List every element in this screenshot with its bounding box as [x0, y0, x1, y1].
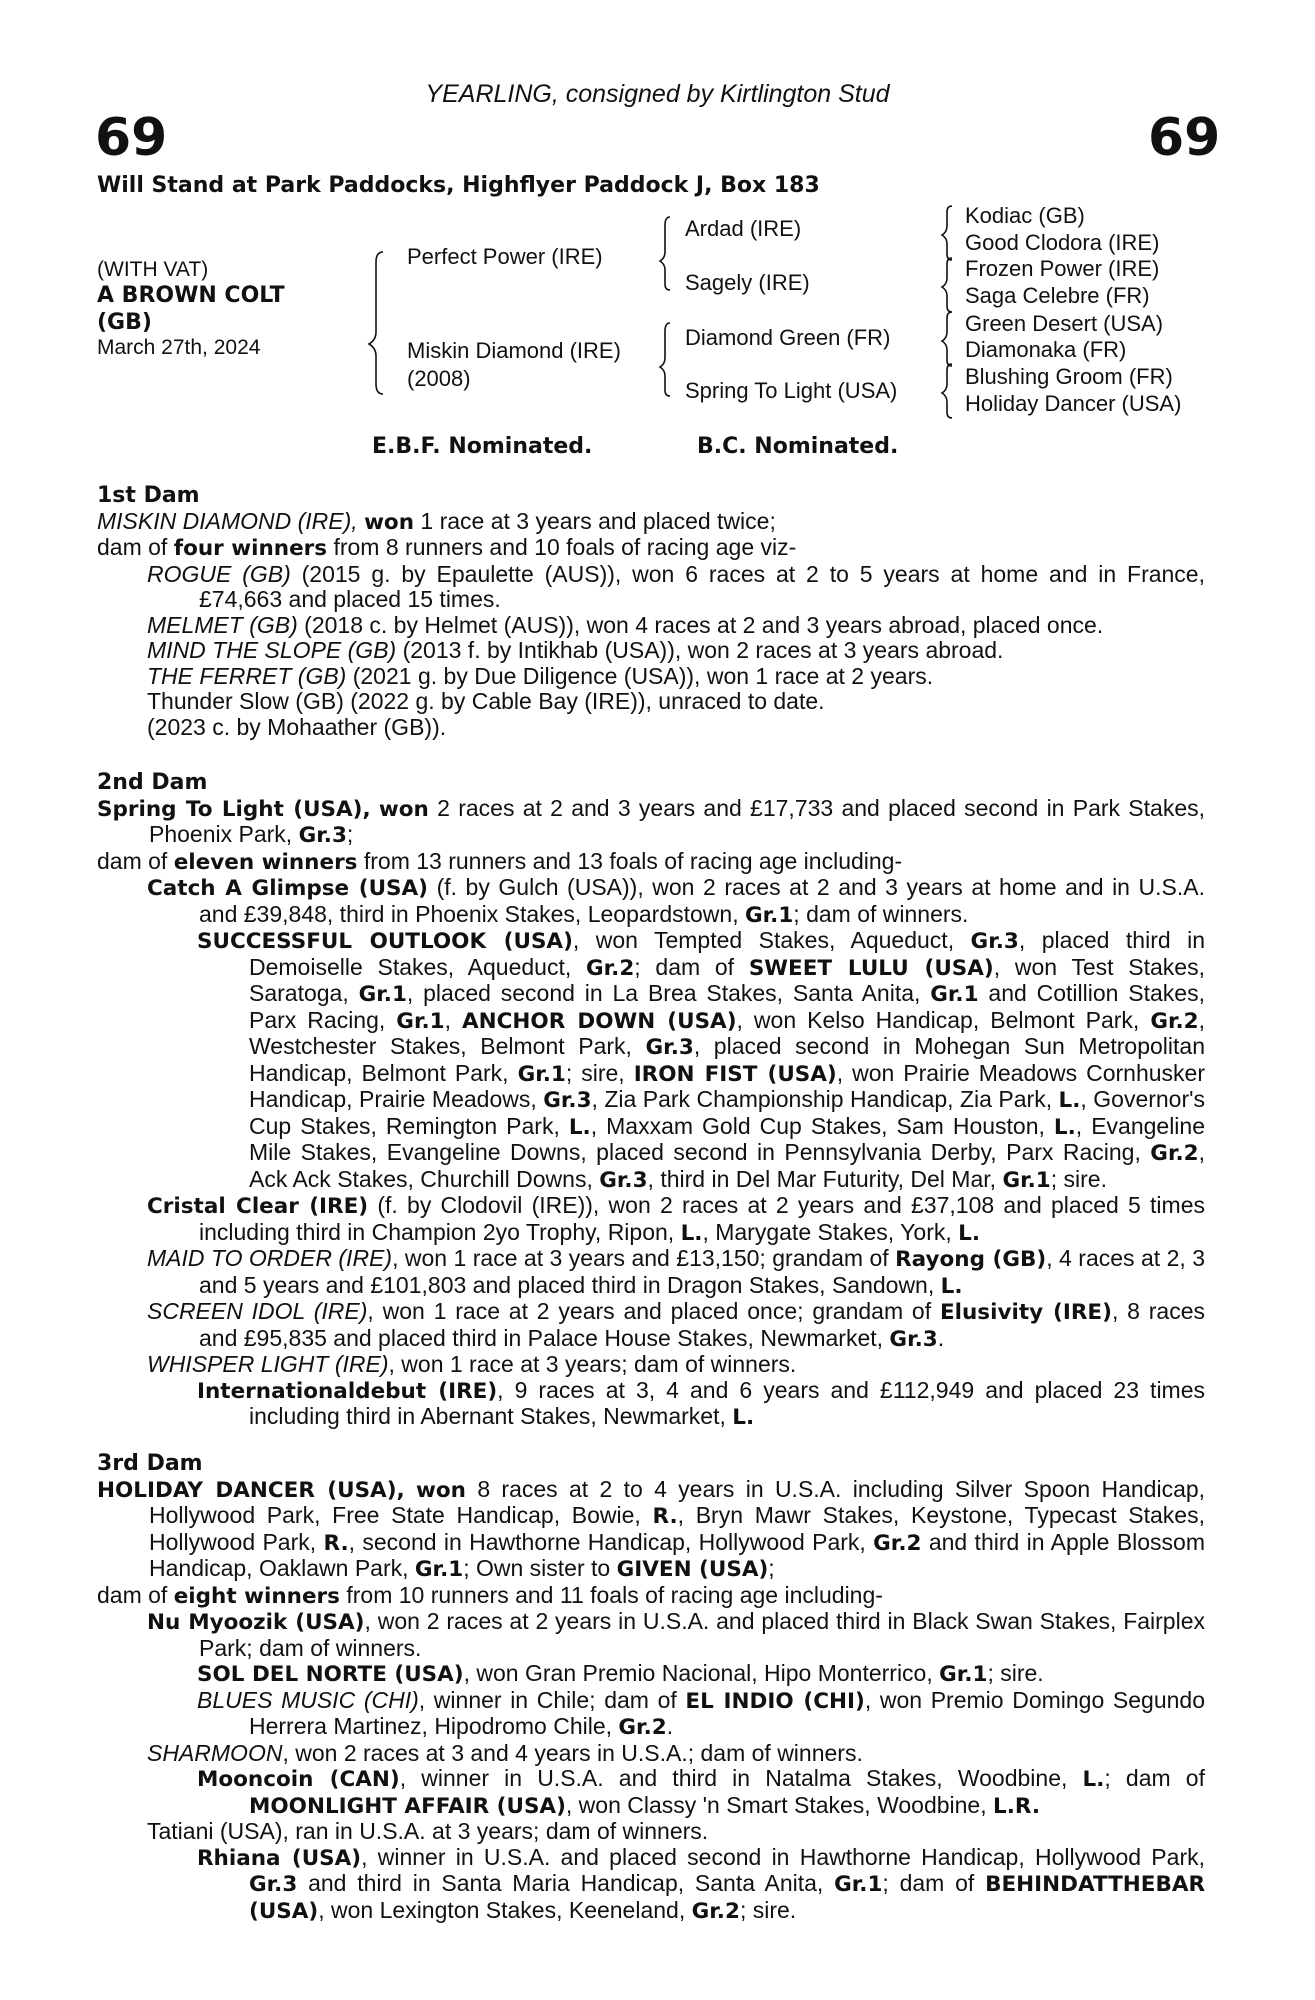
produce-text: ; sire.: [739, 1896, 797, 1923]
first-dam-record-text: 1 race at 3 years and placed twice;: [420, 507, 776, 534]
pedigree-g8: Holiday Dancer (USA): [965, 391, 1182, 416]
second-dam-summary-a: dam of: [97, 847, 168, 874]
produce-name: MAID TO ORDER (IRE): [147, 1245, 393, 1271]
third-dam-won: won: [416, 1477, 466, 1503]
produce-name: ANCHOR DOWN (USA): [462, 1008, 737, 1034]
produce-name: SUCCESSFUL OUTLOOK (USA): [197, 929, 573, 954]
produce-entry: [97, 613, 1205, 639]
produce-text: , Maxxam Gold Cup Stakes, Sam Houston,: [590, 1112, 1045, 1139]
third-dam-summary-c: from 10 runners and 11 foals of racing age including-: [346, 1581, 883, 1608]
pedigree-g7: Blushing Groom (FR): [965, 364, 1173, 389]
produce-text: , won 2 races at 3 and 4 years in U.S.A.; dam of winners.: [282, 1739, 863, 1766]
listed-label: L.: [568, 1114, 591, 1140]
punct: ;: [768, 1555, 775, 1581]
listed-label: L.: [1053, 1114, 1076, 1140]
second-dam-winners-count: eleven winners: [173, 849, 358, 875]
produce-text: , 4 races at 2, 3 and 5 years and £101,803 and placed third in Dragon Stakes, Sandown,: [199, 1245, 1205, 1298]
produce-text: , won 2 races at 2 years in U.S.A. and placed third in Black Swan Stakes, Fairplex Park; dam of winners.: [199, 1608, 1206, 1661]
produce-entry: Thunder Slow (GB) (2022 g. by Cable Bay (IRE)), unraced to date.: [147, 688, 825, 714]
first-dam-summary-c: from 8 runners and 10 foals of racing age viz-: [333, 534, 797, 560]
punct: ,: [444, 1006, 451, 1033]
grade-label: Gr.3: [249, 1872, 298, 1897]
grade-label: Gr.3: [298, 823, 347, 848]
pedigree-g2: Good Clodora (IRE): [965, 230, 1160, 255]
produce-name: Catch A Glimpse (USA): [147, 876, 428, 901]
third-dam-record-text: ; Own sister to: [463, 1555, 611, 1581]
produce-name: IRON FIST (USA): [633, 1061, 837, 1087]
produce-entry: [97, 1845, 1205, 1925]
produce-name: WHISPER LIGHT (IRE): [147, 1351, 389, 1377]
produce-text: , Evangeline Mile Stakes, Evangeline Downs, placed second in Pennsylvania Derby, Parx Racing,: [249, 1112, 1206, 1165]
produce-text: , won 1 race at 3 years; dam of winners.: [388, 1351, 797, 1377]
grade-label: Gr.3: [889, 1326, 938, 1352]
produce-entry: [97, 875, 1205, 928]
pedigree-dam-sire: Diamond Green (FR): [685, 325, 891, 350]
produce-text: , winner in U.S.A. and third in Natalma Stakes, Woodbine,: [399, 1765, 1068, 1791]
grade-label: Gr.2: [1150, 1008, 1199, 1034]
produce-text: , won Tempted Stakes, Aqueduct,: [572, 927, 955, 953]
grade-label: Gr.2: [1150, 1141, 1199, 1166]
third-dam-record-text: , second in Hawthorne Handicap, Hollywood Park,: [348, 1528, 866, 1555]
first-dam-heading: 1st Dam: [97, 483, 200, 508]
third-dam-record-text: and third in Apple Blossom Handicap, Oaklawn Park,: [149, 1528, 1206, 1581]
third-dam-heading: 3rd Dam: [97, 1451, 203, 1476]
produce-text: , third in Del Mar Futurity, Del Mar,: [647, 1165, 997, 1192]
grade-label: Gr.1: [358, 982, 407, 1007]
produce-text: (2015 g. by Epaulette (AUS)), won 6 races at 2 to 5 years at home and in France, £74,663 and placed 15 times.: [199, 560, 1205, 612]
third-dam-produce-summary: [97, 1583, 1205, 1610]
pedigree-g5: Green Desert (USA): [965, 311, 1164, 336]
produce-name: MELMET (GB): [147, 611, 298, 638]
produce-text: ; dam of: [882, 1870, 975, 1896]
produce-name: Cristal Clear (IRE): [147, 1194, 369, 1219]
produce-entry: [97, 1661, 1205, 1688]
listed-label: L.: [958, 1220, 981, 1246]
third-dam-summary-a: dam of: [97, 1581, 168, 1608]
second-dam-heading: 2nd Dam: [97, 770, 208, 795]
pedigree-dam-dam: Spring To Light (USA): [685, 378, 898, 403]
produce-name: Internationaldebut (IRE): [197, 1378, 498, 1404]
grade-label: Gr.2: [585, 955, 635, 981]
pedigree-dam: Miskin Diamond (IRE): [407, 338, 621, 363]
produce-text: , Governor's Cup Stakes, Remington Park,: [249, 1086, 1206, 1139]
produce-text: , won 1 race at 3 years and £13,150; grandam of: [392, 1245, 889, 1271]
ebf-nomination: E.B.F. Nominated.: [372, 434, 593, 459]
third-dam-record-text: 8 races at 2 to 4 years in U.S.A. including Silver Spoon Handicap, Hollywood Park, Free State Handicap, Bowie,: [149, 1475, 1206, 1528]
produce-entry: [97, 638, 1205, 664]
first-dam-winners-count: four winners: [173, 536, 328, 561]
produce-text: , won Gran Premio Nacional, Hipo Monterrico,: [463, 1660, 933, 1686]
produce-text: and Cotillion Stakes, Parx Racing,: [249, 980, 1205, 1033]
punct: ;: [346, 821, 354, 847]
third-dam-record-text: , Bryn Mawr Stakes, Keystone, Typecast Stakes, Hollywood Park,: [149, 1502, 1205, 1555]
second-dam-record-text: 2 races at 2 and 3 years and £17,733 and placed second in Park Stakes, Phoenix Park,: [149, 794, 1205, 847]
grade-label: Gr.2: [873, 1530, 922, 1556]
listed-label: L.: [1082, 1767, 1105, 1792]
grade-label: Gr.3: [543, 1088, 592, 1113]
produce-name: Elusivity (IRE): [939, 1300, 1112, 1325]
produce-name: THE FERRET (GB): [147, 662, 347, 689]
grade-label: Gr.1: [517, 1061, 566, 1087]
produce-entry: [97, 1688, 1205, 1741]
pedigree-g1: Kodiac (GB): [965, 203, 1085, 228]
produce-text: ; sire.: [987, 1660, 1044, 1686]
lot-number-left: 69: [95, 108, 168, 168]
third-dam-name: HOLIDAY DANCER (USA),: [97, 1477, 405, 1503]
first-dam-produce-summary: [97, 535, 1205, 562]
pedigree-g4: Saga Celebre (FR): [965, 283, 1150, 308]
vat-label: (WITH VAT): [97, 258, 209, 281]
produce-entry: [97, 1246, 1205, 1299]
produce-entry: [97, 1609, 1205, 1661]
third-dam-winners-count: eight winners: [173, 1583, 340, 1609]
produce-entry: [97, 1766, 1205, 1819]
grade-label: Gr.1: [744, 902, 794, 928]
second-dam-won: won: [378, 796, 429, 822]
produce-text: ; dam of winners.: [793, 900, 969, 927]
grade-label: Gr.1: [930, 982, 979, 1007]
first-dam-section: [97, 483, 1205, 740]
produce-text: , won Test Stakes, Saratoga,: [249, 953, 1205, 1006]
grade-label: Gr.3: [645, 1035, 694, 1060]
produce-text: , won Classy 'n Smart Stakes, Woodbine,: [565, 1791, 987, 1818]
grade-label: Gr.1: [834, 1872, 883, 1897]
produce-entry: [97, 1299, 1205, 1352]
horse-name: A BROWN COLT: [97, 283, 285, 308]
produce-name: Rayong (GB): [895, 1247, 1047, 1272]
produce-text: and third in Santa Maria Handicap, Santa Anita,: [308, 1870, 824, 1896]
produce-text: , won 1 race at 2 years and placed once; grandam of: [367, 1298, 932, 1324]
produce-text: (2013 f. by Intikhab (USA)), won 2 races at 3 years abroad.: [402, 637, 1004, 663]
produce-name: SHARMOON: [147, 1739, 283, 1766]
produce-name: EL INDIO (CHI): [685, 1688, 865, 1714]
produce-text: , placed second in La Brea Stakes, Santa Anita,: [406, 980, 921, 1006]
listed-label: L.: [940, 1273, 963, 1299]
produce-name: Nu Myoozik (USA): [147, 1610, 365, 1635]
foaling-date: March 27th, 2024: [97, 336, 261, 359]
produce-name: MIND THE SLOPE (GB): [147, 637, 397, 663]
sibling-name: GIVEN (USA): [616, 1557, 769, 1582]
produce-entry: [97, 1193, 1205, 1246]
produce-entry: [97, 1378, 1205, 1431]
listed-label: L.: [732, 1405, 755, 1430]
second-dam-name: Spring To Light (USA),: [97, 796, 371, 822]
lot-number-right: 69: [1148, 108, 1221, 168]
produce-text: , 8 races and £95,835 and placed third in Palace House Stakes, Newmarket,: [199, 1298, 1206, 1351]
produce-name: Mooncoin (CAN): [197, 1767, 400, 1792]
grade-label: Gr.1: [396, 1008, 445, 1034]
produce-text: , won Prairie Meadows Cornhusker Handicap, Prairie Meadows,: [249, 1059, 1206, 1112]
pedigree-g3: Frozen Power (IRE): [965, 256, 1160, 281]
grade-label: Gr.1: [414, 1557, 464, 1582]
pedigree-g6: Diamonaka (FR): [965, 337, 1127, 362]
produce-text: , 9 races at 3, 4 and 6 years and £112,949 and placed 23 times including third in Abernant Stakes, Newmarket,: [249, 1376, 1206, 1429]
produce-name: BEHINDATTHEBAR (USA): [249, 1872, 1206, 1924]
location-line: Will Stand at Park Paddocks, Highflyer Paddock J, Box 183: [97, 173, 820, 198]
produce-text: , won Lexington Stakes, Keeneland,: [318, 1896, 686, 1923]
produce-text: , placed second in Mohegan Sun Metropolitan Handicap, Belmont Park,: [249, 1033, 1205, 1086]
produce-text: , winner in U.S.A. and placed second in Hawthorne Handicap, Hollywood Park,: [361, 1843, 1205, 1870]
produce-text: , Marygate Stakes, York,: [702, 1218, 952, 1245]
second-dam-summary-c: from 13 runners and 13 foals of racing age including-: [363, 847, 903, 874]
produce-text: ; dam of: [1104, 1765, 1205, 1791]
produce-entry: Tatiani (USA), ran in U.S.A. at 3 years; dam of winners.: [147, 1818, 709, 1844]
produce-name: MOONLIGHT AFFAIR (USA): [249, 1793, 566, 1819]
pedigree-sire-dam: Sagely (IRE): [685, 270, 810, 295]
consignor-line: YEARLING, consigned by Kirtlington Stud: [425, 80, 890, 108]
produce-name: SOL DEL NORTE (USA): [197, 1662, 464, 1687]
produce-text: (2018 c. by Helmet (AUS)), won 4 races at 2 and 3 years abroad, placed once.: [304, 611, 1104, 638]
first-dam-record: [97, 509, 1205, 536]
third-dam-section: [97, 1451, 1205, 1924]
pedigree-dam-year: (2008): [407, 366, 471, 391]
produce-entry: [97, 928, 1205, 1193]
produce-text: , Westchester Stakes, Belmont Park,: [249, 1006, 1206, 1059]
produce-text: , placed third in Demoiselle Stakes, Aqueduct,: [249, 927, 1206, 980]
produce-text: , won Kelso Handicap, Belmont Park,: [736, 1006, 1140, 1033]
produce-text: (f. by Gulch (USA)), won 2 races at 2 and 3 years at home and in U.S.A. and £39,848, third in Phoenix Stakes, Leopardstown,: [199, 874, 1205, 927]
produce-text: , Ack Ack Stakes, Churchill Downs,: [249, 1139, 1205, 1192]
grade-label: Gr.2: [618, 1715, 667, 1740]
second-dam-produce-summary: [97, 849, 1205, 876]
restricted-label: R.: [323, 1530, 349, 1556]
punct: .: [666, 1713, 674, 1739]
produce-text: ; sire.: [1050, 1165, 1107, 1192]
bc-nomination: B.C. Nominated.: [697, 434, 899, 459]
produce-name: ROGUE (GB): [147, 560, 291, 587]
produce-text: (f. by Clodovil (IRE)), won 2 races at 2 years and £37,108 and placed 5 times including third in Champion 2yo Trophy, Ripon,: [199, 1192, 1205, 1245]
third-dam-record: [97, 1477, 1205, 1583]
listed-label: L.: [1058, 1088, 1081, 1113]
grade-label: Gr.1: [1002, 1167, 1051, 1193]
produce-name: Rhiana (USA): [197, 1845, 362, 1871]
produce-text: ; dam of: [634, 953, 735, 980]
produce-text: (2021 g. by Due Diligence (USA)), won 1 race at 2 years.: [352, 662, 934, 689]
produce-text: , won Premio Domingo Segundo Herrera Martinez, Hipodromo Chile,: [249, 1686, 1205, 1739]
produce-entry: [97, 1352, 1205, 1378]
produce-entry: (2023 c. by Mohaather (GB)).: [147, 713, 447, 740]
produce-text: , Zia Park Championship Handicap, Zia Park,: [591, 1086, 1053, 1112]
listed-label: L.R.: [993, 1793, 1041, 1819]
produce-entry: [97, 562, 1205, 613]
pedigree-sire-sire: Ardad (IRE): [685, 216, 802, 241]
first-dam-won: won: [364, 509, 415, 535]
grade-label: Gr.2: [691, 1898, 740, 1924]
second-dam-record: [97, 796, 1205, 849]
restricted-label: R.: [652, 1504, 678, 1529]
produce-text: ; sire,: [565, 1059, 625, 1086]
produce-entry: [97, 664, 1205, 690]
produce-text: , winner in Chile; dam of: [418, 1686, 677, 1713]
produce-name: SCREEN IDOL (IRE): [147, 1298, 368, 1324]
punct: .: [937, 1324, 945, 1351]
produce-name: BLUES MUSIC (CHI): [197, 1686, 419, 1713]
first-dam-name: MISKIN DIAMOND (IRE),: [97, 507, 358, 534]
grade-label: Gr.3: [970, 929, 1019, 954]
first-dam-summary-a: dam of: [97, 534, 168, 560]
grade-label: Gr.3: [599, 1167, 648, 1193]
produce-entry: [97, 1741, 1205, 1767]
produce-name: SWEET LULU (USA): [748, 955, 994, 981]
pedigree-sire: Perfect Power (IRE): [407, 244, 603, 269]
horse-origin: (GB): [97, 310, 152, 335]
second-dam-section: [97, 770, 1205, 1431]
listed-label: L.: [680, 1220, 703, 1246]
grade-label: Gr.1: [939, 1662, 988, 1687]
